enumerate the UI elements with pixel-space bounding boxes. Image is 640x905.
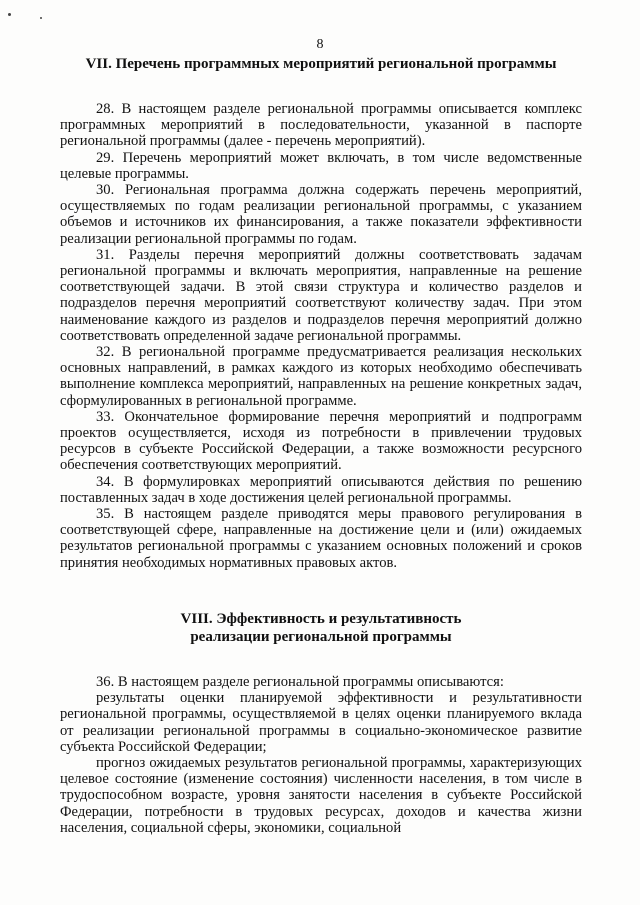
scan-speck — [8, 13, 11, 16]
paragraph-32: 32. В региональной программе предусматривается реализация нескольких основных направлений, в рамках каждого из которых необходимо обеспечивать выполнение комплекса мероприятий, направленных на решение конкретных задач, сформулированных в региональной программе. — [60, 344, 582, 409]
section-8-title-line-1: VIII. Эффективность и результативность — [180, 611, 462, 627]
section-7 — [60, 55, 582, 571]
paragraph-36-forecast: прогноз ожидаемых результатов региональной программы, характеризующих целевое состояние (изменение состояния) численности населения, в том числе в трудоспособном возрасте, уровня занятости населения в субъекте Российской Федерации, потребности в трудовых ресурсах, доходов и качества жизни населения, социальной сферы, экономики, социальной — [60, 755, 582, 836]
scan-speck — [40, 17, 42, 19]
section-8-title — [60, 610, 582, 646]
section-8 — [60, 610, 582, 836]
paragraph-34: 34. В формулировках мероприятий описываются действия по решению поставленных задач в ходе достижения целей региональной программы. — [60, 473, 582, 506]
paragraph-30: 30. Региональная программа должна содержать перечень мероприятий, осуществляемых по годам реализации региональной программы, с указанием объемов и источников их финансирования, а также показатели эффективности реализации региональной программы по годам. — [60, 182, 582, 247]
paragraph-29: 29. Перечень мероприятий может включать, в том числе ведомственные целевые программы. — [60, 149, 582, 182]
paragraph-28: 28. В настоящем разделе региональной программы описывается комплекс программных мероприятий в последовательности, указанной в паспорте региональной программы (далее - перечень мероприятий). — [60, 101, 582, 150]
section-8-title-line-2: реализации региональной программы — [190, 629, 452, 645]
paragraph-36: 36. В настоящем разделе региональной программы описываются: — [96, 674, 504, 690]
section-7-title: VII. Перечень программных мероприятий региональной программы — [85, 56, 557, 72]
page-number: 8 — [316, 37, 324, 52]
paragraph-31: 31. Разделы перечня мероприятий должны соответствовать задачам региональной программы и включать мероприятия, направленные на решение соответствующей задачи. В этой связи структура и количество разделов и подразделов перечня мероприятий соответствуют количеству задач. При этом наименование каждого из разделов и подразделов перечня мероприятий должно соответствовать определенной задаче региональной программы. — [60, 246, 582, 344]
paragraph-33: 33. Окончательное формирование перечня мероприятий и подпрограмм проектов осуществляется, исходя из потребности в привлечении трудовых ресурсов в субъекте Российской Федерации, а также возможности ресурсного обеспечения соответствующих мероприятий. — [60, 408, 582, 474]
paragraph-36-results: результаты оценки планируемой эффективности и результативности региональной программы, осуществляемой в целях оценки планируемого вклада от реализации региональной программы в социально-экономическое развитие субъекта Российской Федерации; — [60, 690, 582, 755]
paragraph-35: 35. В настоящем разделе приводятся меры правового регулирования в соответствующей сфере, направленные на достижение цели и (или) ожидаемых результатов региональной программы с указанием основных положений и сроков принятия необходимых нормативных правовых актов. — [60, 506, 582, 571]
